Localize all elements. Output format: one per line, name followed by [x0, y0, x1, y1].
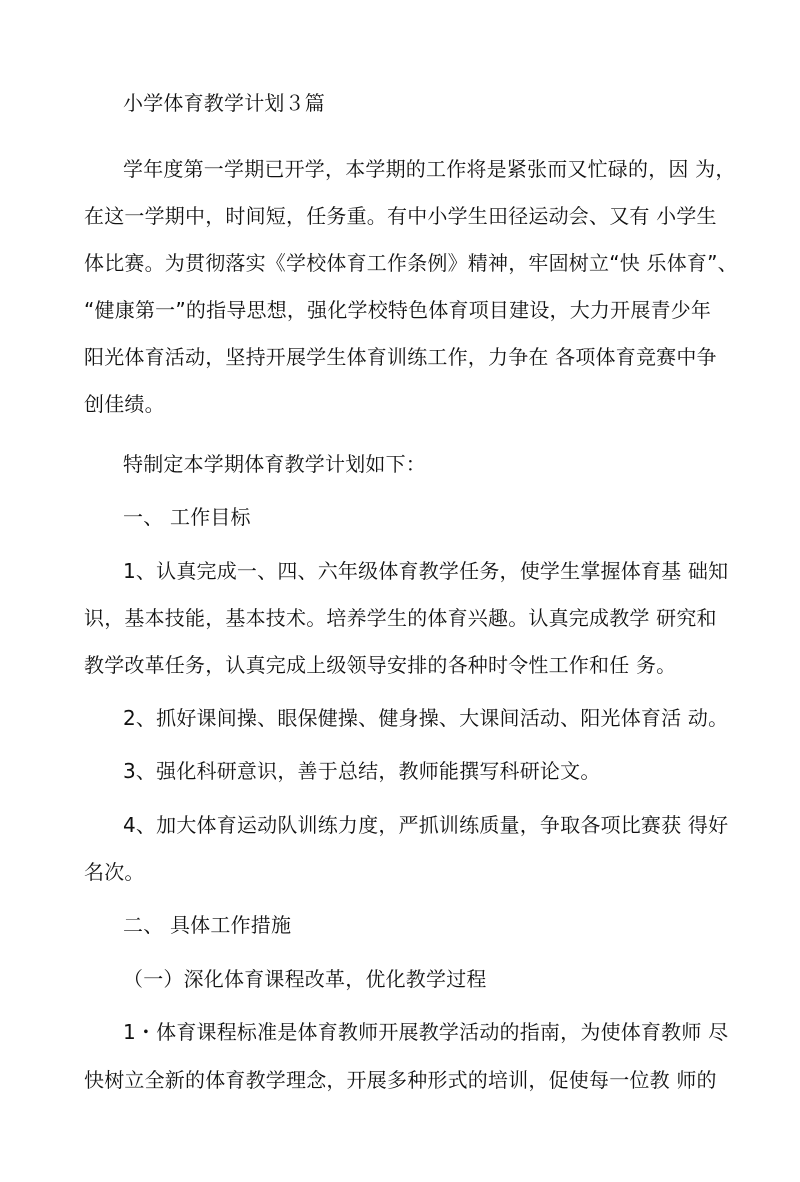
paragraph-intro-line-1: 学年度第一学期已开学，本学期的工作将是紧张而又忙碌的，因 为，	[123, 157, 736, 181]
goal-2-line: 2、抓好课间操、眼保健操、健身操、大课间活动、阳光体育活 动。	[123, 706, 729, 730]
paragraph-intro-line-2: 在这一学期中，时间短，任务重。有中小学生田径运动会、又有 小学生	[84, 204, 717, 228]
goal-1-line-2: 识，基本技能，基本技术。培养学生的体育兴趣。认真完成教学 研究和	[84, 606, 717, 630]
goal-1-line-1: 1、认真完成一、四、六年级体育教学任务，使学生掌握体育基 础知	[123, 559, 729, 583]
measure-1-line-2: 快树立全新的体育教学理念，开展多种形式的培训，促使每一位教 师的	[84, 1068, 717, 1092]
goal-4-line-1: 4、加大体育运动队训练力度，严抓训练质量，争取各项比赛获 得好	[123, 813, 729, 837]
section-heading-measures: 二、 具体工作措施	[123, 913, 292, 937]
plan-intro-line: 特制定本学期体育教学计划如下：	[123, 452, 426, 476]
subsection-heading-curriculum-reform: （一）深化体育课程改革，优化教学过程	[123, 967, 487, 991]
section-heading-work-goals: 一、 工作目标	[123, 505, 251, 529]
paragraph-intro-line-6: 创佳绩。	[84, 392, 165, 416]
paragraph-intro-line-4: “健康第一”的指导思想，强化学校特色体育项目建设，大力开展青少年	[84, 298, 712, 322]
goal-1-line-3: 教学改革任务，认真完成上级领导安排的各种时令性工作和任 务。	[84, 653, 677, 677]
paragraph-intro-line-5: 阳光体育活动，坚持开展学生体育训练工作，力争在 各项体育竞赛中争	[84, 345, 717, 369]
document-title: 小学体育教学计划３篇	[123, 91, 325, 115]
goal-3-line: 3、强化科研意识，善于总结，教师能撰写科研论文。	[123, 759, 601, 783]
goal-4-line-2: 名次。	[84, 860, 145, 884]
measure-1-line-1: 1・体育课程标准是体育教师开展教学活动的指南，为使体育教师 尽	[123, 1020, 729, 1044]
paragraph-intro-line-3: 体比赛。为贯彻落实《学校体育工作条例》精神，牢固树立“快 乐体育”、	[84, 251, 738, 275]
